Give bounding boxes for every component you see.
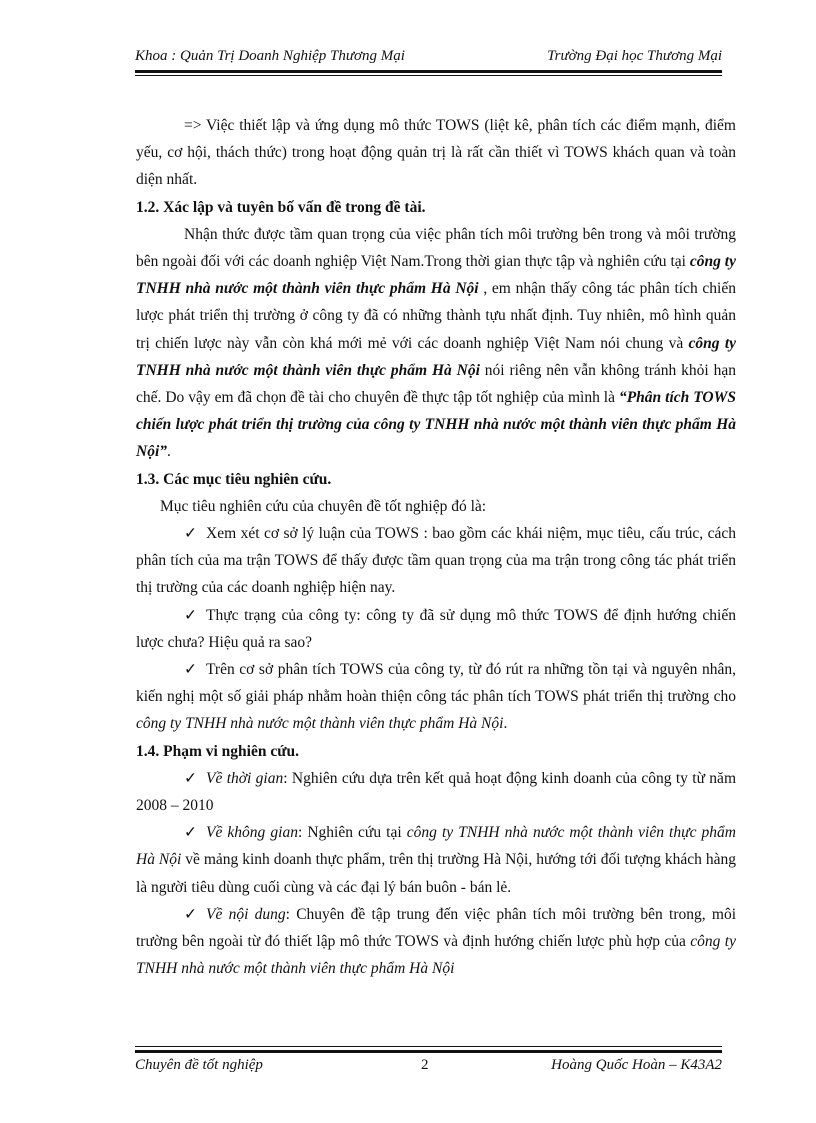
objective-item: ✓ Trên cơ sở phân tích TOWS của công ty, từ đó rút ra những tồn tại và nguyên nhân, kiến nghị một số giải pháp nhằm hoàn thiện công tác phân tích TOWS phát triển thị trường cho công ty TNHH nhà nước một thành viên thực phẩm Hà Nội. [136, 656, 736, 738]
page-header [135, 48, 722, 72]
company-name: công ty TNHH nhà nước một thành viên thực phẩm Hà Nội [136, 253, 736, 298]
intro-paragraph: => Việc thiết lập và ứng dụng mô thức TOWS (liệt kê, phân tích các điểm mạnh, điểm yếu, cơ hội, thách thức) trong hoạt động quản trị là rất cần thiết vì TOWS khách quan và toàn diện nhất. [136, 117, 736, 189]
check-icon: ✓ [184, 606, 197, 624]
check-icon: ✓ [184, 769, 197, 787]
company-name: công ty TNHH nhà nước một thành viên thực phẩm Hà Nội [136, 715, 504, 733]
company-name: công ty TNHH nhà nước một thành viên thực phẩm Hà Nội [136, 334, 737, 379]
heading-1-3: 1.3. Các mục tiêu nghiên cứu. [136, 470, 332, 488]
document-body [136, 112, 736, 983]
header-university: Trường Đại học Thương Mại [547, 48, 722, 64]
check-icon: ✓ [184, 905, 197, 923]
thesis-title: “Phân tích TOWS chiến lược phát triển thị trường của công ty TNHH nhà nước một thành viên thực phẩm Hà Nội” [136, 389, 736, 461]
page-number: 2 [421, 1057, 429, 1073]
section-1-2-paragraph: Nhận thức được tầm quan trọng của việc phân tích môi trường bên trong và môi trường bên ngoài đối với các doanh nghiệp Việt Nam.Trong thời gian thực tập và nghiên cứu tại công ty TNHH nhà nước một thành viên thực phẩm Hà Nội , em nhận thấy công tác phân tích chiến lược phát triển thị trường ở công ty đã có những thành tựu nhất định. Tuy nhiên, mô hình quản trị chiến lược này vẫn còn khá mới mẻ với các doanh nghiệp Việt Nam nói chung và công ty TNHH nhà nước một thành viên thực phẩm Hà Nội nói riêng nên vẫn không tránh khỏi hạn chế. Do vậy em đã chọn đề tài cho chuyên đề thực tập tốt nghiệp của mình là “Phân tích TOWS chiến lược phát triển thị trường của công ty TNHH nhà nước một thành viên thực phẩm Hà Nội”. [136, 225, 737, 461]
company-name: công ty TNHH nhà nước một thành viên thực phẩm Hà Nội [136, 933, 736, 978]
check-icon: ✓ [184, 824, 197, 842]
objective-item: ✓ Xem xét cơ sở lý luận của TOWS : bao gồm các khái niệm, mục tiêu, cấu trúc, cách phân tích của ma trận TOWS để thấy được tầm quan trọng của ma trận trong công tác phát triển thị trường của các doanh nghiệp hiện nay. [136, 520, 736, 602]
heading-1-4: 1.4. Phạm vi nghiên cứu. [136, 742, 300, 760]
header-faculty: Khoa : Quản Trị Doanh Nghiệp Thương Mại [135, 48, 405, 64]
scope-item: ✓ Về thời gian: Nghiên cứu dựa trên kết quả hoạt động kinh doanh của công ty từ năm 2008 – 2010 [136, 765, 736, 819]
header-rule-thick [135, 70, 722, 73]
footer-doc-type: Chuyên đề tốt nghiệp [135, 1057, 263, 1073]
check-icon: ✓ [184, 525, 197, 543]
scope-item: ✓ Về nội dung: Chuyên đề tập trung đến việc phân tích môi trường bên trong, môi trường bên ngoài từ đó thiết lập mô thức TOWS và định hướng chiến lược phù hợp của công ty TNHH nhà nước một thành viên thực phẩm Hà Nội [136, 901, 736, 983]
check-icon: ✓ [184, 661, 197, 679]
heading-1-2: 1.2. Xác lập và tuyên bố vấn đề trong đề tài. [136, 198, 426, 216]
footer-author: Hoàng Quốc Hoàn – K43A2 [551, 1057, 722, 1073]
footer-rule-thick [135, 1050, 722, 1053]
footer-rule-thin [135, 1046, 722, 1047]
objective-item: ✓ Thực trạng của công ty: công ty đã sử dụng mô thức TOWS để định hướng chiến lược chưa? Hiệu quả ra sao? [136, 602, 736, 656]
page-footer [135, 1057, 722, 1081]
header-rule-thin [135, 75, 722, 76]
objectives-intro: Mục tiêu nghiên cứu của chuyên đề tốt nghiệp đó là: [160, 497, 487, 515]
scope-item: ✓ Về không gian: Nghiên cứu tại công ty TNHH nhà nước một thành viên thực phẩm Hà Nội về mảng kinh doanh thực phẩm, trên thị trường Hà Nội, hướng tới đối tượng khách hàng là người tiêu dùng cuối cùng và các đại lý bán buôn - bán lẻ. [136, 819, 736, 901]
company-name: công ty TNHH nhà nước một thành viên thực phẩm Hà Nội [136, 824, 736, 869]
